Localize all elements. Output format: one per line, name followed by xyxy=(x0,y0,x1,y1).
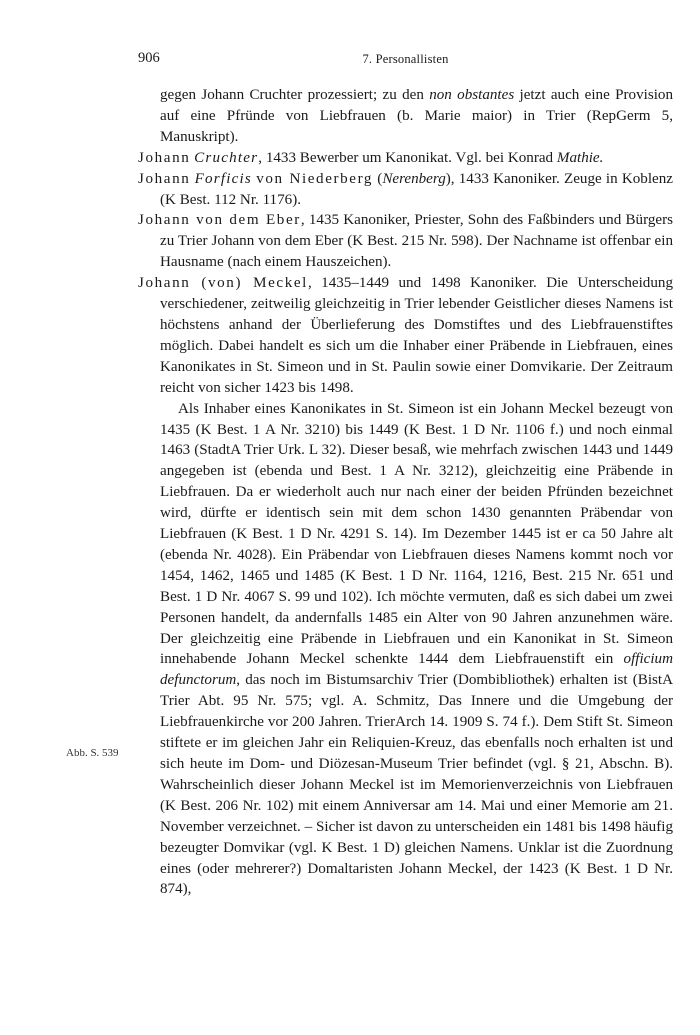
entry-text: , 1433 Bewerber um Kanonikat. Vgl. bei Konrad xyxy=(258,149,557,166)
main-text xyxy=(138,85,673,900)
entry-text: ), 1433 Kanoniker. Zeuge in Koblenz (K Best. 112 Nr. 1176). xyxy=(160,170,673,208)
entry-johann-cruchter xyxy=(138,148,673,169)
text-run: jetzt auch eine Provision auf eine Pfründe von Liebfrauen (b. Marie maior) in Trier (RepGerm 5, Manuskript). xyxy=(160,87,674,145)
entry-surname: Cruchter xyxy=(194,149,259,166)
entry-text: Als Inhaber eines Kanonikates in St. Simeon ist ein Johann Meckel bezeugt von 1435 (K Best. 1 A Nr. 3210) bis 1449 (K Best. 1 D Nr. 1106 f.) und noch einmal 1463 (StadtA Trier Urk. L 32). Dieser besaß, wie mehrfach zwischen 1443 und 1449 angegeben ist (ebenda und Best. 1 A Nr. 3212), gleichzeitig eine Präbende in Liebfrauen. Da er wiederholt auch nur nach einer der beiden Pfründen bezeichnet wird, dürfte er identisch sein mit dem schon 1430 genannten Präbendar von Liebfrauen (K Best. 1 D Nr. 4291 S. 14). Im Dezember 1445 ist er ca 50 Jahre alt (ebenda Nr. 4028). Ein Präbendar von Liebfrauen dieses Namens kommt noch vor 1454, 1462, 1465 und 1485 (K Best. 1 D Nr. 1164, 1216, Best. 215 Nr. 651 und Best. 1 D Nr. 4067 S. 99 und 102). Ich möchte vermuten, daß es sich dabei um zwei Personen handelt, da andernfalls 1485 ein Alter von 90 Jahren anzunehmen wäre. Der gleichzeitig eine Präbende in Liebfrauen und ein Kanonikat in St. Simeon innehabende Johann Meckel schenkte 1444 dem Liebfrauenstift ein xyxy=(160,400,673,668)
entry-text: , 1435–1449 und 1498 Kanoniker. Die Unterscheidung verschiedener, zeitweilig gleichzeitig in Trier lebender Geistlicher dieses Namens ist höchstens anhand der Überlieferung des Domstiftes und des Liebfrauenstiftes möglich. Dabei handelt es sich um die Inhaber einer Präbende in Liebfrauen, eines Kanonikates in St. Simeon und in St. Paulin sowie einer Domvikarie. Der Zeitraum reicht von sicher 1423 bis 1498. xyxy=(160,275,673,396)
entry-place: von Niederberg xyxy=(256,170,374,187)
entry-johann-forficis xyxy=(138,169,673,211)
variant-name: Nerenberg xyxy=(382,170,446,187)
latin-term: non obstantes xyxy=(429,87,515,103)
entry-name: Johann von dem Eber xyxy=(138,212,301,229)
entry-surname: Forficis xyxy=(194,170,252,187)
running-head xyxy=(138,50,673,70)
entry-text: ( xyxy=(373,170,383,187)
page-number: 906 xyxy=(138,50,160,66)
entry-johann-meckel xyxy=(138,273,673,398)
latin-term: officium defunctorum xyxy=(160,651,673,689)
entry-name: Johann (von) Meckel xyxy=(138,275,308,292)
entry-name: Johann xyxy=(138,170,191,187)
margin-note-figure-reference: Abb. S. 539 xyxy=(66,747,119,759)
cross-reference: Mathie. xyxy=(556,149,604,166)
entry-name: Johann xyxy=(138,149,191,166)
chapter-title: 7. Personallisten xyxy=(362,52,449,66)
entry-johann-von-dem-eber xyxy=(138,210,673,273)
entry-text: , 1435 Kanoniker, Priester, Sohn des Faßbinders und Bürgers zu Trier Johann von dem Eber (K Best. 215 Nr. 598). Der Nachname ist offenbar ein Hausname (nach einem Hauszeichen). xyxy=(160,212,673,271)
text-run: gegen Johann Cruchter prozessiert; zu den xyxy=(160,87,430,103)
entry-johann-meckel-paragraph xyxy=(138,399,673,901)
entry-continuation xyxy=(138,85,673,148)
entry-text: , das noch im Bistumsarchiv Trier (Dombibliothek) erhalten ist (BistA Trier Abt. 95 Nr. 575; vgl. A. Schmitz, Das Innere und die Umgebung der Liebfrauenkirche vor 200 Jahren. TrierArch 14. 1909 S. 74 f.). Dem Stift St. Simeon stiftete er im gleichen Jahr ein Reliquien-Kreuz, das ebenfalls noch erhalten ist und sich heute im Dom- und Diözesan-Museum Trier befindet (vgl. § 21, Abschn. B). Wahrscheinlich dieser Johann Meckel ist im Memorienverzeichnis von Liebfrauen (K Best. 206 Nr. 102) mit einem Anniversar am 14. Mai und einer Memorie am 21. November verzeichnet. – Sicher ist davon zu unterscheiden ein 1481 bis 1498 häufig bezeugter Domvikar (vgl. K Best. 1 D) gleichen Namens. Unklar ist die Zuordnung eines (oder mehrerer?) Domaltaristen Johann Meckel, der 1423 (K Best. 1 D Nr. 874), xyxy=(160,672,673,898)
